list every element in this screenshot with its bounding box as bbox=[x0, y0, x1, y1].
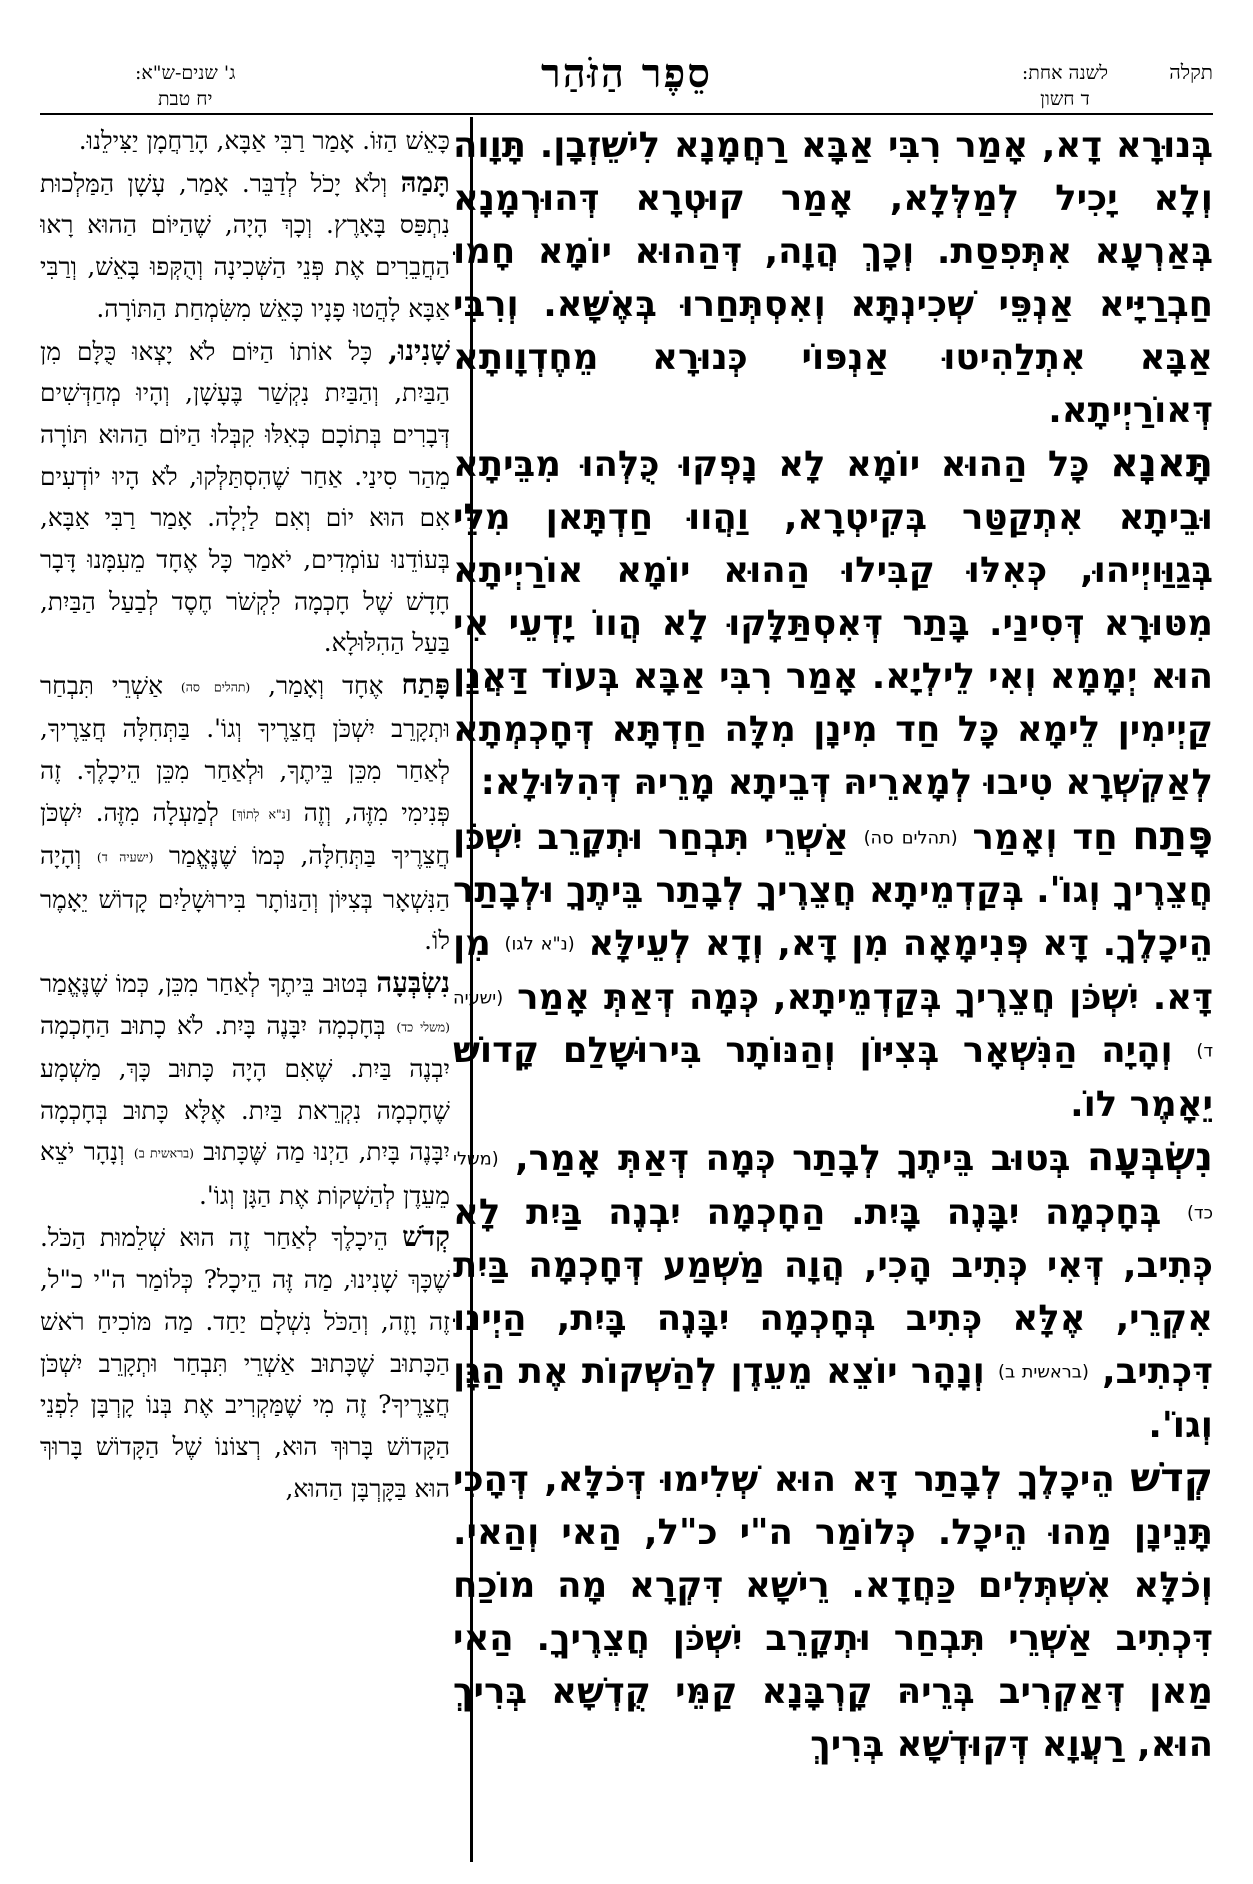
paragraph-lead-word: שָׁנִינוּ, bbox=[388, 333, 450, 367]
side-paragraph-2 bbox=[40, 162, 450, 330]
paragraph-text: וְלֹא יָכֹל לְדַבֵּר. אָמַר, עָשָׁן הַמַּלְכוּת נִתְפַּס בָּאָרֶץ. וְכָךְ הָיָה, שֶׁהַיּוֹם הַהוּא רָאוּ הַחֲבֵרִים אֶת פְּנֵי הַשְּׁכִינָה וְהֻקְּפוּ בָּאֵשׁ, וְרַבִּי אַבָּא לָהֲטוּ פָנָיו כָּאֵשׁ מִשִּׂמְחַת הַתּוֹרָה. bbox=[40, 168, 450, 323]
schedule-three-years bbox=[135, 60, 235, 112]
paragraph-text: בְּטוּב בֵּיתֶךָ לְאַחַר מִכֵּן, כְּמוֹ שֶׁנֶּאֱמַר bbox=[40, 968, 368, 998]
paragraph-text: אַשְׁרֵי תִּבְחַר וּתְקָרֵב יִשְׁכֹּן חֲצֵרֶיךָ וְגוֹ'. בְּקַדְמֵיתָא חֲצֵרֶיךָ לְבָתַר בֵּיתֶךָ וּלְבָתַר הֵיכָלֶךָ. דָּא פְּנִימָאָה מִן דָּא, וְדָא לְעֵילָּא bbox=[453, 816, 1213, 965]
side-paragraph-1 bbox=[40, 120, 450, 162]
header-divider bbox=[40, 113, 1213, 115]
paragraph-lead-word: קְדֹשׁ bbox=[1130, 1455, 1213, 1502]
paragraph-lead-word: פָּתַח bbox=[1132, 812, 1213, 859]
verse-reference: (משלי כד) bbox=[396, 1019, 450, 1035]
paragraph-text: בְּנוּרָא דָא, אָמַר רִבִּי אַבָּא רַחֲמָנָא לִישֵׁזְבָן. תָּוָוה וְלָא יָכִיל לְמַלְּלָא, אָמַר קוּטְרָא דְּהוּרְמָנָא בְּאַרְעָא אִתְּפִסַת. וְכָךְ הֲוָה, דְּהַהוּא יוֹמָא חָמוּ חַבְרַיָּיא אַנְפֵּי שְׁכִינְתָּא וְאִסְתְּחַרוּ בְּאֶשָּׁא. וְרִבִּי אַבָּא אִתְלַהִיטוּ אַנְפּוֹי כְּנוּרָא מֵחֶדְוָותָא דְּאוֹרַיְיתָא. bbox=[453, 125, 1213, 431]
page-title: סֵפֶר הַזֹּהַר bbox=[541, 50, 712, 97]
paragraph-lead-word: נִשְׂבְּעָה bbox=[376, 965, 450, 999]
paragraph-lead-word: תָּאנָא bbox=[1109, 440, 1213, 487]
paragraph-text: הֵיכָלֶךָ לְאַחַר זֶה הוּא שְׁלֵמוּת הַכֹּל. שֶׁכָּךְ שָׁנִינוּ, מַה זֶּה הֵיכָל? כְּלוֹמַר ה"י כ"ל, זֶה וָזֶה, וְהַכֹּל נִשְׁלָם יַחַד. מַה מּוֹכִיחַ רֹאשׁ הַכָּתוּב שֶׁכָּתוּב אַשְׁרֵי תִּבְחַר וּתְקָרֵב יִשְׁכֹּן חֲצֵרֶיךָ? זֶה מִי שֶׁמַּקְרִיב אֶת בְּנוֹ קָרְבָּן לִפְנֵי הַקָּדוֹשׁ בָּרוּךְ הוּא, רְצוֹנוֹ שֶׁל הַקָּדוֹשׁ בָּרוּךְ הוּא בַּקָּרְבָּן הַהוּא, bbox=[40, 1223, 450, 1503]
verse-reference: (בראשית ב) bbox=[998, 1362, 1089, 1383]
paragraph-text: מִן דָּא. יִשְׁכֹּן חֲצֵרֶיךָ בְּקַדְמֵיתָא, כְּמָה דְּאַתְּ אָמַר bbox=[453, 923, 1213, 1018]
hebrew-translation-column bbox=[40, 120, 450, 1870]
paragraph-text: וְהָיָה הַנִּשְׁאָר בְּצִיּוֹן וְהַנּוֹתָר בִּירוּשָׁלַם קָדוֹשׁ יֵאָמֶר לוֹ. bbox=[453, 1030, 1213, 1125]
paragraph-lead-word: תָּמַהּ bbox=[400, 165, 450, 199]
verse-reference: (תהלים סה) bbox=[180, 679, 251, 695]
paragraph-text: אַשְׁרֵי תִּבְחַר וּתְקָרֵב יִשְׁכֹּן חֲצֵרֶיךָ וְגוֹ'. בַּתְּחִלָּה חֲצֵרֶיךָ, לְאַחַר מִכֵּן בֵּיתֶךָ, וּלְאַחַר מִכֵּן הֵיכָלֶךָ. זֶה פְּנִימִי מִזֶּה, וְזֶה bbox=[40, 671, 450, 827]
main-paragraph-4 bbox=[453, 1131, 1213, 1452]
verse-reference: (ישעיה ד) bbox=[96, 849, 154, 865]
paragraph-lead-word: פָּתַח bbox=[401, 668, 450, 702]
paragraph-text: לְמַעְלָה מִזֶּה. יִשְׁכֹּן חֲצֵרֶיךָ בַּתְּחִלָּה, כְּמוֹ שֶׁנֶּאֱמַר bbox=[40, 797, 450, 871]
paragraph-lead-word: נִשְׂבְּעָה bbox=[1086, 1134, 1213, 1181]
verse-reference: (משלי כד) bbox=[453, 1149, 1213, 1224]
verse-reference: (תהלים סה) bbox=[863, 828, 958, 849]
schedule-one-year-label: לשנה אחת: bbox=[1021, 62, 1108, 84]
side-paragraph-6 bbox=[40, 1216, 450, 1509]
aramaic-column bbox=[453, 120, 1213, 1870]
variant-reading: (נ"א לגו) bbox=[504, 934, 575, 955]
side-paragraph-4 bbox=[40, 664, 450, 962]
verse-reference: (בראשית ב) bbox=[133, 1146, 194, 1162]
paragraph-text: בְּחָכְמָה יִבָּנֶה בָּיִת. לֹא כָתוּב הַחָכְמָה יִבְנֶה בַּיִת. שֶׁאִם הָיָה כָּתוּב כָּךְ, מַשְׁמָע שֶׁחָכְמָה נִקְרֵאת בַּיִת. אֶלָּא כָּתוּב בְּחָכְמָה יִבָּנֶה בָּיִת, הַיְנוּ מַה שֶּׁכָּתוּב bbox=[40, 1010, 450, 1167]
schedule-three-years-date: יח טבת bbox=[157, 88, 213, 110]
paragraph-text: חַד וְאָמַר bbox=[972, 816, 1118, 858]
paragraph-lead-word: קְדֹשׁ bbox=[402, 1220, 450, 1254]
schedule-one-year-date: ד חשון bbox=[1040, 88, 1090, 110]
schedule-three-years-label: ג' שנים-ש"א: bbox=[135, 62, 236, 84]
paragraph-text: וְנָהָר יֹצֵא מֵעֵדֶן לְהַשְׁקוֹת אֶת הַגָּן וְגוֹ'. bbox=[40, 1137, 450, 1210]
main-paragraph-5 bbox=[453, 1452, 1213, 1771]
main-paragraph-3 bbox=[453, 810, 1213, 1132]
main-paragraph-2 bbox=[453, 437, 1213, 809]
verse-reference: (ישעיה ד) bbox=[453, 988, 1213, 1062]
paragraph-text: וְנָהָר יוֹצֵא מֵעֵדֶן לְהַשְׁקוֹת אֶת הַגָּן וְגוֹ'. bbox=[453, 1351, 1213, 1446]
paragraph-text: הֵיכָלֶךָ לְבָתַר דָּא הוּא שְׁלִימוּ דְּכֹלָּא, דְּהָכִי תָּנֵינָן מַהוּ הֵיכָל. כְּלוֹמַר ה"י כ"ל, הַאי וְהַאי. וְכֹלָּא אִשְׁתְּלִים כַּחֲדָא. רֵישָׁא דִּקְרָא מָה מוֹכַח דִּכְתִיב אַשְׁרֵי תִּבְחַר וּתְקָרֵב יִשְׁכֹּן חֲצֵרֶיךָ. הַאי מַאן דְּאַקְרִיב בְּרֵיהּ קָרְבָּנָא קַמֵּי קֻדְשָׁא בְּרִיךְ הוּא, רַעֲוָא דְּקוּדְשָׁא בְּרִיךְ bbox=[453, 1459, 1213, 1766]
paragraph-text: וְהָיָה הַנִּשְׁאָר בְּצִיּוֹן וְהַנּוֹתָר בִּירוּשָׁלַיִם קָדוֹשׁ יֵאָמֶר לוֹ. bbox=[40, 841, 450, 956]
paragraph-text: בְּטוּב בֵּיתֶךָ לְבָתַר כְּמָה דְּאַתְּ אָמַר, bbox=[515, 1138, 1071, 1180]
page-label: תקלה bbox=[1169, 60, 1213, 84]
paragraph-text: אֶחָד וְאָמַר, bbox=[268, 671, 384, 701]
variant-reading: [נ"א לְתוֹךְ] bbox=[231, 806, 291, 822]
side-paragraph-3 bbox=[40, 330, 450, 665]
paragraph-text: בְּחָכְמָה יִבָּנֶה בָּיִת. הַחָכְמָה יִבְנֶה בַּיִת לָא כְּתִיב, דְּאִי כְּתִיב הָכִי, הֲוָה מַשְׁמַע דְּחָכְמָה בַּיִת אִקְרֵי, אֶלָּא כְּתִיב בְּחָכְמָה יִבָּנֶה בָּיִת, הַיְינוּ דִּכְתִיב, bbox=[453, 1191, 1213, 1393]
paragraph-text: כָּל הַהוּא יוֹמָא לָא נָפְקוּ כֻּלְּהוּ מִבֵּיתָא וּבֵיתָא אִתְקַטַּר בְּקִיטְרָא, וַהֲווּ חַדְתָּאן מִלֵּי בְּגַוַּויְיהוּ, כְּאִלּוּ קַבִּילוּ הַהוּא יוֹמָא אוֹרַיְיתָא מִטּוּרָא דְּסִינַי. בָּתַר דְּאִסְתַּלָּקוּ לָא הֲווֹ יָדְעֵי אִי הוּא יְמָמָא וְאִי לֵילְיָא. אָמַר רִבִּי אַבָּא בְּעוֹד דַּאֲנַן קַיְימִין לֵימָא כָּל חַד מִינָן מִלָּה חַדְתָּא דְּחָכְמְתָא לְאַקְשְׁרָא טִיבוּ לְמָארֵיהּ דְּבֵיתָא מָרֵיהּ דְּהִלּוּלָא: bbox=[453, 444, 1213, 803]
paragraph-text: כָּאֵשׁ הַזּוֹ. אָמַר רַבִּי אַבָּא, הָרַחֲמָן יַצִּילֵנוּ. bbox=[78, 126, 450, 155]
main-paragraph-1 bbox=[453, 120, 1213, 437]
paragraph-text: כָּל אוֹתוֹ הַיּוֹם לֹא יָצְאוּ כֻּלָּם מִן הַבַּיִת, וְהַבַּיִת נִקְשַׁר בֶּעָשָׁן, וְהָיוּ מְחַדְּשִׁים דְּבָרִים בְּתוֹכָם כְּאִלּוּ קִבְּלוּ הַיּוֹם הַהוּא תּוֹרָה מֵהַר סִינַי. אַחַר שֶׁהִסְתַּלְּקוּ, לֹא הָיוּ יוֹדְעִים אִם הוּא יוֹם וְאִם לַיְלָה. אָמַר רַבִּי אַבָּא, בְּעוֹדֵנוּ עוֹמְדִים, יֹאמַר כָּל אֶחָד מֵעִמָּנוּ דָּבָר חָדָשׁ שֶׁל חָכְמָה לִקְשֹׁר חֶסֶד לְבַעַל הַבַּיִת, בַּעַל הַהִלּוּלָא. bbox=[40, 336, 450, 658]
side-paragraph-5 bbox=[40, 962, 450, 1217]
